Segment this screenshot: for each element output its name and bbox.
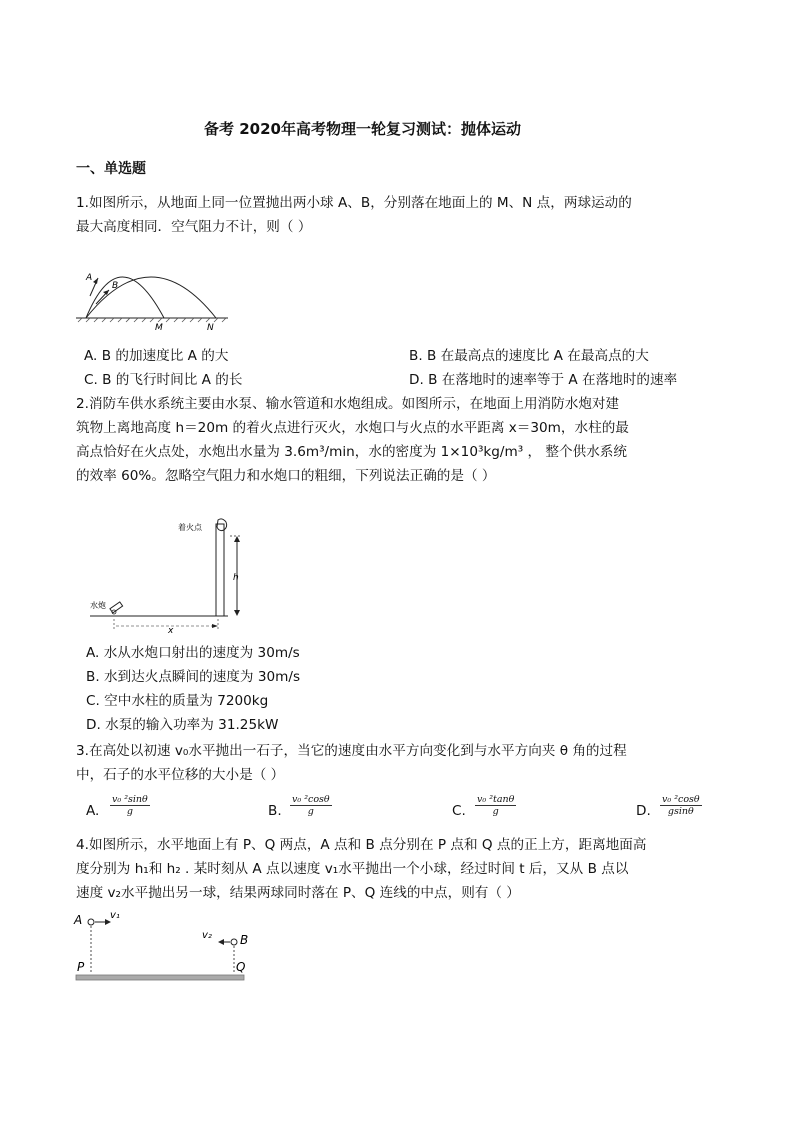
label-a: A bbox=[74, 913, 83, 927]
q2-text-line3: 高点恰好在火点处，水炮出水量为 3.6m³/min，水的密度为 1×10³kg/m³ ， 整个供水系统 bbox=[76, 444, 627, 460]
q2-option-a[interactable]: A. 水从水炮口射出的速度为 30m/s bbox=[86, 645, 300, 661]
label-b: B bbox=[112, 281, 119, 291]
ground-bar bbox=[76, 975, 244, 980]
label-v1: v₁ bbox=[110, 910, 120, 921]
q3-option-b-formula: $\frac{\text{v₀ ²cosθ}}{g}$ bbox=[292, 794, 330, 817]
ball-a bbox=[88, 919, 94, 925]
q2-text-line4: 的效率 60%。忽略空气阻力和水炮口的粗细，下列说法正确的是（ ） bbox=[76, 468, 496, 484]
building bbox=[216, 524, 224, 616]
label-p: P bbox=[77, 960, 85, 974]
ground-hatching bbox=[78, 318, 226, 322]
q3-option-a-label[interactable]: A. bbox=[86, 803, 100, 819]
fire-point-icon bbox=[217, 519, 227, 531]
q2-option-b[interactable]: B. 水到达火点瞬间的速度为 30m/s bbox=[86, 669, 301, 685]
q3-text-line1: 3.在高处以初速 v₀水平抛出一石子，当它的速度由水平方向变化到与水平方向夹 θ 角的过程 bbox=[76, 743, 627, 759]
q2-option-d[interactable]: D. 水泵的输入功率为 31.25kW bbox=[86, 717, 279, 733]
q1-option-c[interactable]: C. B 的飞行时间比 A 的长 bbox=[84, 372, 243, 388]
cannon-label: 水炮 bbox=[90, 601, 106, 610]
q1-option-d[interactable]: D. B 在落地时的速率等于 A 在落地时的速率 bbox=[409, 372, 678, 388]
q3-option-d-label[interactable]: D. bbox=[636, 803, 651, 819]
q1-text-line2: 最大高度相同．空气阻力不计，则（ ） bbox=[76, 219, 312, 235]
velocity-a-arrow bbox=[93, 278, 98, 284]
label-n: N bbox=[207, 323, 214, 333]
q3-option-d-formula: $\frac{\text{v₀ ²cosθ}}{gsin\theta}$ bbox=[662, 794, 700, 817]
section-heading: 一、单选题 bbox=[76, 161, 146, 177]
q1-option-a[interactable]: A. B 的加速度比 A 的大 bbox=[84, 348, 229, 364]
q2-option-c[interactable]: C. 空中水柱的质量为 7200kg bbox=[86, 693, 269, 709]
q2-figure bbox=[88, 516, 248, 638]
q1-figure bbox=[74, 256, 234, 334]
fire-point-label: 着火点 bbox=[178, 523, 202, 532]
label-b: B bbox=[240, 933, 249, 947]
q4-figure bbox=[72, 908, 252, 988]
q1-option-b[interactable]: B. B 在最高点的速度比 A 在最高点的大 bbox=[409, 348, 649, 364]
q2-text-line2: 筑物上离地高度 h＝20m 的着火点进行灭火，水炮口与火点的水平距离 x＝30m，水柱的最 bbox=[76, 420, 629, 436]
q1-text-line1: 1.如图所示，从地面上同一位置抛出两小球 A、B，分别落在地面上的 M、N 点，两球运动的 bbox=[76, 195, 632, 211]
distance-label: x bbox=[168, 626, 174, 636]
label-q: Q bbox=[236, 960, 246, 974]
q2-text-line1: 2.消防车供水系统主要由水泵、输水管道和水炮组成。如图所示，在地面上用消防水炮对建 bbox=[76, 396, 620, 412]
q3-option-a-formula: $\frac{\text{v₀ ²sinθ}}{g}$ bbox=[112, 794, 148, 817]
label-m: M bbox=[155, 323, 163, 333]
water-cannon-icon bbox=[110, 602, 123, 614]
q4-text-line1: 4.如图所示，水平地面上有 P、Q 两点，A 点和 B 点分别在 P 点和 Q 点的正上方，距离地面高 bbox=[76, 837, 647, 853]
q3-text-line2: 中，石子的水平位移的大小是（ ） bbox=[76, 767, 285, 783]
label-v2: v₂ bbox=[202, 930, 212, 941]
q4-text-line3: 速度 v₂水平抛出另一球，结果两球同时落在 P、Q 连线的中点，则有（ ） bbox=[76, 885, 520, 901]
label-a: A bbox=[86, 273, 93, 283]
q3-option-b-label[interactable]: B. bbox=[268, 803, 282, 819]
q4-text-line2: 度分别为 h₁和 h₂ . 某时刻从 A 点以速度 v₁水平抛出一个小球，经过时间 t 后，又从 B 点以 bbox=[76, 861, 629, 877]
q3-option-c-label[interactable]: C. bbox=[452, 803, 466, 819]
q3-option-c-formula: $\frac{\text{v₀ ²tanθ}}{g}$ bbox=[477, 794, 515, 817]
ball-b bbox=[231, 939, 237, 945]
height-label: h bbox=[233, 573, 239, 583]
page-title: 备考 2020年高考物理一轮复习测试：抛体运动 bbox=[204, 120, 521, 138]
